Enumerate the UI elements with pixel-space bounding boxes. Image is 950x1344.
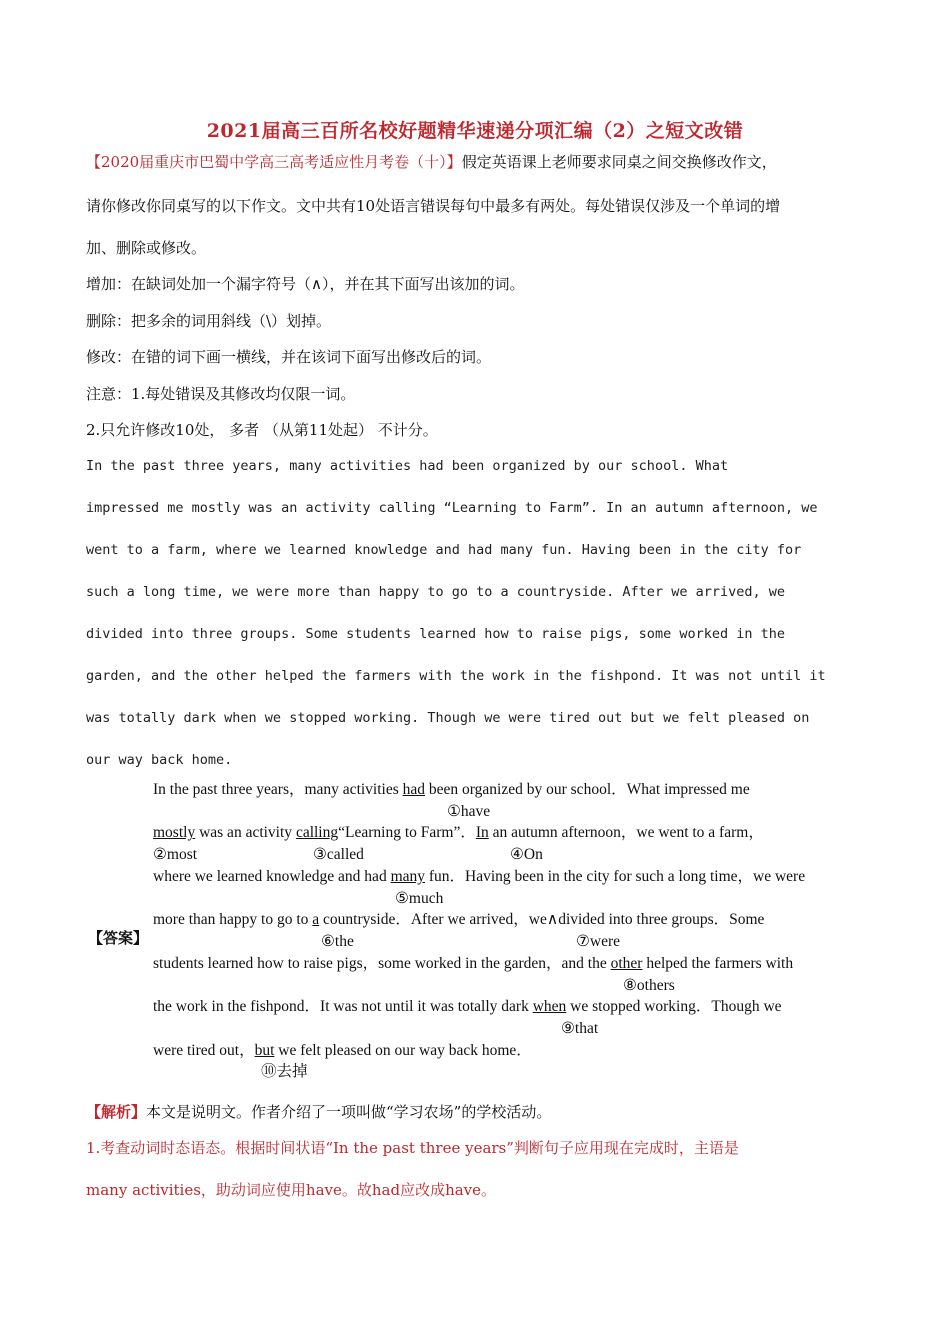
instruction-modify: 修改：在错的词下画一横线，并在该词下面写出修改后的词。 (86, 348, 492, 366)
answer-line-6: the work in the fishpond．It was not until it was totally dark when we stopped working．Though we (153, 998, 782, 1015)
passage-line-1: In the past three years, many activities had been organized by our school. What (86, 458, 729, 474)
correction-5: ⑤much (395, 890, 444, 907)
passage-line-8: our way back home. (86, 752, 233, 768)
correction-10: ⑩去掉 (261, 1063, 308, 1080)
instruction-delete: 删除：把多余的词用斜线（\）划掉。 (86, 312, 332, 330)
answer-line-3: where we learned knowledge and had many fun．Having been in the city for such a long time，we were (153, 868, 806, 885)
correction-7: ⑦were (576, 933, 621, 950)
instruction-line-3: 加、删除或修改。 (86, 239, 207, 257)
error-word-8: other (610, 955, 643, 972)
answer-line-2: mostly was an activity calling“Learning to Farm”．In an autumn afternoon，we went to a farm， (153, 824, 764, 841)
document-title: 2021届高三百所名校好题精华速递分项汇编（2）之短文改错 (206, 120, 744, 142)
error-word-6: a (312, 911, 320, 928)
passage-line-3: went to a farm, where we learned knowledge and had many fun. Having been in the city for (86, 542, 802, 558)
analysis-line: 【解析】本文是说明文。作者介绍了一项叫做“学习农场”的学校活动。 (86, 1103, 552, 1121)
answer-line-1: In the past three years，many activities had been organized by our school．What impressed me (153, 781, 750, 798)
error-word-9: when (532, 998, 567, 1015)
passage-line-6: garden, and the other helped the farmers with the work in the fishpond. It was not until it (86, 668, 826, 684)
answer-line-7: were tired out，but we felt pleased on our way back home． (153, 1042, 532, 1059)
instruction-line-1: 【2020届重庆市巴蜀中学高三高考适应性月考卷（十）】假定英语课上老师要求同桌之间交换修改作文， (86, 153, 777, 171)
analysis-point-1-line-2: many activities，助动词应使用have。故had应改成have。 (86, 1181, 497, 1199)
answer-line-5: students learned how to raise pigs，some worked in the garden，and the other helped the farmers with (153, 955, 794, 972)
passage-line-7: was totally dark when we stopped working. Though we were tired out but we felt pleased on (86, 710, 810, 726)
instruction-note-2: 2.只允许修改10处， 多者 （从第11处起） 不计分。 (86, 421, 438, 439)
passage-line-4: such a long time, we were more than happy to go to a countryside. After we arrived, we (86, 584, 785, 600)
instruction-add: 增加：在缺词处加一个漏字符号（∧），并在其下面写出该加的词。 (86, 275, 525, 293)
error-word-1: had (402, 781, 426, 798)
answer-line-4: more than happy to go to a countryside．After we arrived，we∧divided into three groups．Some (153, 911, 765, 928)
error-word-2: mostly (153, 824, 196, 841)
instruction-line-2: 请你修改你同桌写的以下作文。文中共有10处语言错误每句中最多有两处。每处错误仅涉及一个单词的增 (86, 197, 781, 215)
analysis-label: 【解析】 (86, 1103, 147, 1121)
analysis-point-1-line-1: 1.考查动词时态语态。根据时间状语“In the past three years”判断句子应用现在完成时，主语是 (86, 1139, 739, 1157)
correction-9: ⑨that (561, 1020, 599, 1037)
error-word-4: In (475, 824, 489, 841)
error-word-5: many (390, 868, 426, 885)
correction-8: ⑧others (623, 977, 675, 994)
correction-3: ③called (313, 846, 364, 863)
answer-label: 【答案】 (88, 929, 149, 947)
source-label: 【2020届重庆市巴蜀中学高三高考适应性月考卷（十）】 (86, 153, 462, 171)
correction-4: ④On (510, 846, 543, 863)
error-word-3: calling (295, 824, 339, 841)
correction-6: ⑥the (321, 933, 354, 950)
correction-2: ②most (153, 846, 198, 863)
correction-1: ①have (447, 803, 491, 820)
error-word-10: but (254, 1042, 275, 1059)
passage-line-5: divided into three groups. Some students learned how to raise pigs, some worked in the (86, 626, 785, 642)
instruction-note-1: 注意：1.每处错误及其修改均仅限一词。 (86, 385, 356, 403)
passage-line-2: impressed me mostly was an activity calling “Learning to Farm”. In an autumn afternoon, we (86, 500, 818, 516)
